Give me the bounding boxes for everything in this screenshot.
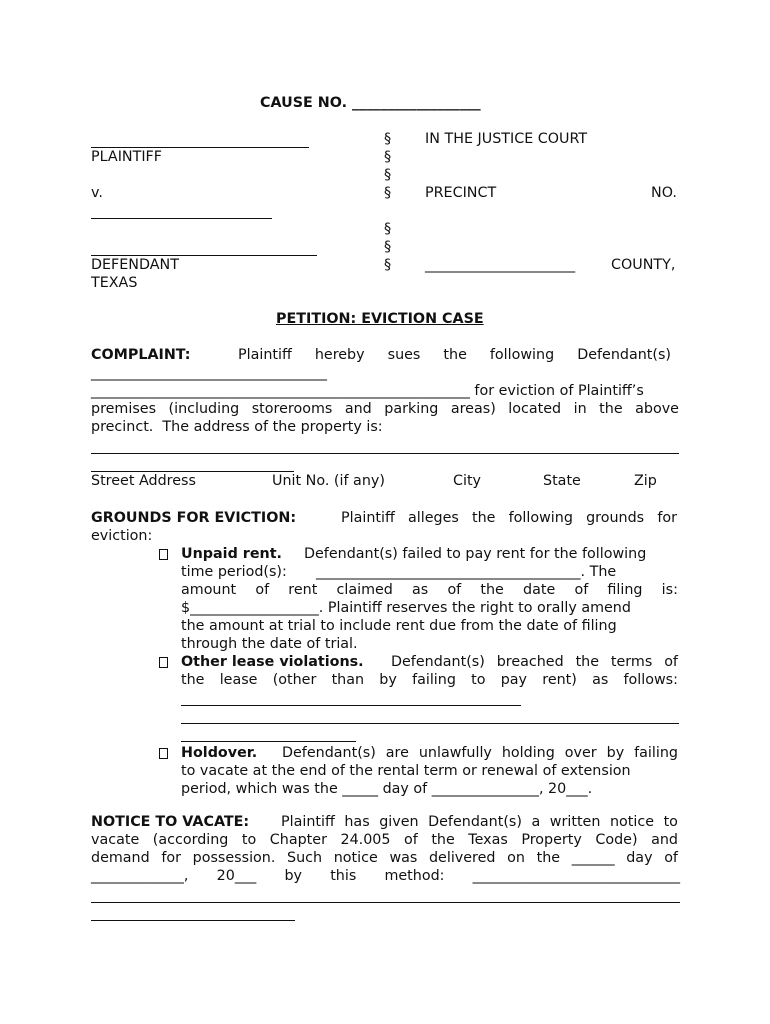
- word: Defendant(s): [577, 347, 671, 363]
- word: Defendant(s): [282, 745, 376, 761]
- court-label: IN THE JUSTICE COURT: [425, 131, 588, 147]
- word: 20___: [216, 868, 257, 884]
- word: over: [564, 745, 597, 761]
- word: by: [284, 868, 303, 884]
- unpaid-rent-title: Unpaid rent.: [181, 546, 282, 562]
- word: pay: [500, 672, 528, 688]
- word: holding: [501, 745, 555, 761]
- notice-line-2: [91, 831, 678, 849]
- word: of: [404, 832, 418, 848]
- plaintiff-label: PLAINTIFF: [91, 149, 163, 165]
- word: possession.: [192, 850, 276, 866]
- section-symbol: §: [384, 185, 392, 201]
- section-symbol: §: [384, 167, 392, 183]
- grounds-line-2: eviction:: [91, 528, 153, 544]
- section-symbol: §: [384, 257, 392, 273]
- word: to: [663, 814, 678, 830]
- word: as: [592, 672, 609, 688]
- word: and: [651, 832, 678, 848]
- holdover-line-1: [282, 744, 678, 762]
- word: Property: [521, 832, 582, 848]
- complaint-defendant-blank: _________________________________: [91, 365, 327, 381]
- holdover-checkbox[interactable]: [159, 748, 168, 759]
- notice-line-1: [281, 813, 678, 831]
- word: following: [508, 510, 573, 526]
- county-label: COUNTY,: [611, 257, 676, 273]
- word: for: [161, 850, 182, 866]
- word: unlawfully: [418, 745, 492, 761]
- word: filing: [607, 582, 643, 598]
- violations-blank-line-3: [181, 741, 356, 742]
- word: lease: [219, 672, 258, 688]
- word: has: [344, 814, 370, 830]
- precinct-number-label: NO.: [651, 185, 677, 201]
- unpaid-rent-line-6: through the date of trial.: [181, 636, 358, 652]
- word: rent): [542, 672, 577, 688]
- unpaid-rent-line-3: [181, 581, 678, 599]
- word: storerooms: [251, 401, 333, 417]
- word: (according: [152, 832, 229, 848]
- cause-number: CAUSE NO. __________________: [260, 95, 481, 111]
- word: Plaintiff: [281, 814, 335, 830]
- word: the: [431, 832, 455, 848]
- notice-heading: NOTICE TO VACATE:: [91, 814, 250, 830]
- word: of: [664, 654, 678, 670]
- section-symbol: §: [384, 239, 392, 255]
- word: by: [379, 672, 397, 688]
- word: the: [472, 510, 496, 526]
- word: method:: [384, 868, 445, 884]
- other-violations-checkbox[interactable]: [159, 657, 168, 668]
- texas-label: TEXAS: [91, 275, 138, 291]
- unit-number-label: Unit No. (if any): [272, 473, 385, 489]
- word: this: [330, 868, 357, 884]
- word: Defendant(s): [428, 814, 522, 830]
- word: are: [385, 745, 409, 761]
- notice-method-line-1: [91, 902, 680, 903]
- word: claimed: [336, 582, 393, 598]
- violations-blank-line-2: [181, 723, 679, 724]
- violations-blank-line-1: [181, 705, 521, 706]
- notice-line-4: [91, 867, 680, 885]
- word: areas): [450, 401, 496, 417]
- state-label: State: [543, 473, 581, 489]
- word: amount: [181, 582, 237, 598]
- word: parking: [384, 401, 439, 417]
- word: Code): [595, 832, 638, 848]
- notice-line-3: [91, 849, 678, 867]
- complaint-line-1: [238, 346, 671, 364]
- section-symbol: §: [384, 221, 392, 237]
- word: _____________________________: [472, 868, 680, 884]
- versus-label: v.: [91, 185, 103, 201]
- word: notice: [333, 850, 378, 866]
- word: terms: [610, 654, 653, 670]
- holdover-line-2: to vacate at the end of the rental term or renewal of extension: [181, 763, 631, 779]
- word: the: [480, 582, 504, 598]
- word: demand: [91, 850, 150, 866]
- notice-method-line-2: [91, 920, 295, 921]
- unpaid-rent-time-period-label: time period(s):: [181, 564, 287, 580]
- word: given: [379, 814, 419, 830]
- other-violations-line-1: [391, 653, 678, 671]
- word: and: [344, 401, 372, 417]
- grounds-heading: GROUNDS FOR EVICTION:: [91, 510, 297, 526]
- word: Such: [287, 850, 323, 866]
- word: the: [181, 672, 205, 688]
- word: sues: [387, 347, 421, 363]
- county-blank: _____________________: [425, 257, 576, 273]
- word: (including: [168, 401, 240, 417]
- complaint-line-5: precinct. The address of the property is:: [91, 419, 383, 435]
- word: above: [635, 401, 679, 417]
- complaint-heading: COMPLAINT:: [91, 347, 191, 363]
- holdover-line-3: period, which was the _____ day of _______________, 20___.: [181, 781, 593, 797]
- complaint-line-3: _____________________________________________________ for eviction of Plaintiff’s: [91, 383, 644, 399]
- street-address-label: Street Address: [91, 473, 196, 489]
- unpaid-rent-line-4: $__________________. Plaintiff reserves the right to orally amend: [181, 600, 631, 616]
- defendant-name-line-1: [91, 218, 272, 219]
- unpaid-rent-checkbox[interactable]: [159, 549, 168, 560]
- address-line-1: [91, 453, 679, 454]
- word: of: [574, 582, 589, 598]
- word: written: [549, 814, 601, 830]
- word: premises: [91, 401, 157, 417]
- word: of: [255, 582, 270, 598]
- word: Plaintiff: [341, 510, 395, 526]
- word: following: [489, 347, 555, 363]
- other-violations-title: Other lease violations.: [181, 654, 364, 670]
- word: failing: [634, 745, 678, 761]
- word: the: [536, 850, 561, 866]
- word: by: [606, 745, 625, 761]
- word: (other: [272, 672, 317, 688]
- word: hereby: [314, 347, 365, 363]
- defendant-label: DEFENDANT: [91, 257, 179, 273]
- word: Defendant(s): [391, 654, 485, 670]
- word: Plaintiff: [238, 347, 292, 363]
- unpaid-rent-line-1: Defendant(s) failed to pay rent for the following: [304, 546, 647, 562]
- word: notice: [609, 814, 655, 830]
- city-label: City: [453, 473, 482, 489]
- word: the: [443, 347, 467, 363]
- other-violations-line-2: [181, 671, 678, 689]
- word: located: [508, 401, 562, 417]
- word: date: [523, 582, 556, 598]
- word: follows:: [623, 672, 678, 688]
- word: day: [626, 850, 653, 866]
- word: alleges: [408, 510, 459, 526]
- word: Chapter: [269, 832, 327, 848]
- word: _____________,: [91, 868, 189, 884]
- zip-label: Zip: [634, 473, 657, 489]
- word: for: [657, 510, 677, 526]
- word: ______: [571, 850, 615, 866]
- word: as: [412, 582, 429, 598]
- word: on: [507, 850, 525, 866]
- word: grounds: [586, 510, 645, 526]
- unpaid-rent-line-5: the amount at trial to include rent due from the date of filing: [181, 618, 617, 634]
- word: delivered: [428, 850, 496, 866]
- word: breached: [496, 654, 564, 670]
- word: to: [241, 832, 257, 848]
- word: the: [575, 654, 600, 670]
- precinct-label: PRECINCT: [425, 185, 497, 201]
- word: than: [331, 672, 365, 688]
- word: vacate: [91, 832, 140, 848]
- word: the: [599, 401, 623, 417]
- section-symbol: §: [384, 149, 392, 165]
- word: of: [447, 582, 462, 598]
- complaint-line-4: [91, 400, 679, 418]
- section-symbol: §: [384, 131, 392, 147]
- word: rent: [288, 582, 318, 598]
- word: is:: [661, 582, 678, 598]
- word: 24.005: [340, 832, 391, 848]
- word: was: [389, 850, 418, 866]
- word: of: [664, 850, 678, 866]
- word: to: [471, 672, 486, 688]
- document-title: PETITION: EVICTION CASE: [276, 311, 484, 327]
- word: a: [531, 814, 541, 830]
- word: in: [573, 401, 587, 417]
- holdover-title: Holdover.: [181, 745, 258, 761]
- word: failing: [412, 672, 456, 688]
- word: Texas: [468, 832, 508, 848]
- unpaid-rent-time-period-blank: _____________________________________. The: [316, 564, 617, 580]
- grounds-line-1: [341, 509, 677, 527]
